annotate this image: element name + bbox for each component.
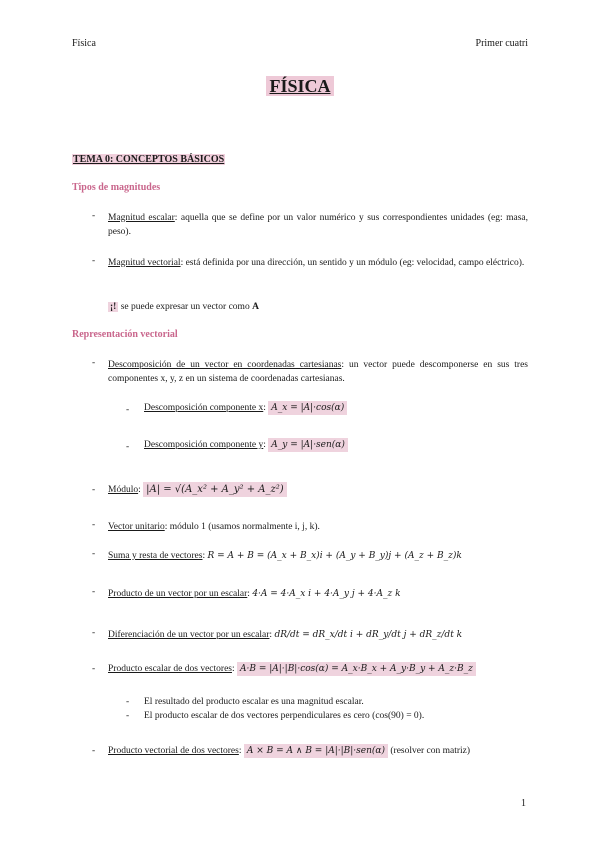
formula-producto-vectorial: A × B = A ∧ B = |A|·|B|·sen(α)	[244, 744, 388, 758]
bullet-dash: -	[92, 358, 96, 368]
text-producto-vectorial: (resolver con matriz)	[388, 746, 471, 756]
formula-componente-y: A_y = |A|·sen(α)	[268, 438, 348, 452]
item-magnitud-escalar	[108, 211, 528, 239]
bullet-dash: -	[92, 628, 96, 638]
tema-heading	[72, 154, 225, 165]
bullet-dash: -	[126, 442, 130, 452]
item-descomposicion	[108, 358, 528, 386]
formula-componente-x: A_x = |A|·cos(α)	[268, 401, 347, 415]
bullet-dash: -	[92, 256, 96, 266]
bullet-dash: -	[92, 664, 96, 674]
text-vector-unitario: : módulo 1 (usamos normalmente i, j, k).	[164, 522, 320, 532]
page-number: 1	[521, 798, 526, 809]
formula-suma-resta: R = A + B = (A_x + B_x)i + (A_y + B_y)j + (A_z + B_z)k	[207, 551, 462, 561]
term-vector-unitario: Vector unitario	[108, 522, 165, 532]
header-left: Física	[72, 38, 96, 49]
text-descomposicion: : un vector puede descomponerse en sus tres componentes x, y, z en un sistema de coordenadas cartesianas.	[108, 360, 529, 384]
note-text: se puede expresar un vector como	[118, 302, 253, 312]
bullet-dash: -	[92, 485, 96, 495]
term-componente-x: Descomposición componente x	[144, 403, 264, 413]
sub-producto-escalar-1: El resultado del producto escalar es una magnitud escalar.	[144, 697, 364, 707]
term-producto-vectorial: Producto vectorial de dos vectores	[108, 746, 239, 756]
term-magnitud-vectorial: Magnitud vectorial	[108, 258, 181, 268]
item-componente-x: Descomposición componente x: A_x = |A|·cos(α)	[144, 403, 528, 413]
term-magnitud-escalar: Magnitud escalar	[108, 213, 175, 223]
note-vector-notation	[108, 300, 528, 314]
term-descomposicion: Descomposición de un vector en coordenadas cartesianas	[108, 360, 342, 370]
term-componente-y: Descomposición componente y	[144, 440, 264, 450]
bullet-dash: -	[92, 587, 96, 597]
header-right: Primer cuatri	[475, 38, 528, 49]
formula-modulo: |A| = √(A_x² + A_y² + A_z²)	[143, 482, 287, 497]
item-suma-resta: Suma y resta de vectores: R = A + B = (A_x + B_x)i + (A_y + B_y)j + (A_z + B_z)k	[108, 551, 462, 561]
term-modulo: Módulo	[108, 485, 139, 495]
sub-producto-escalar-2: El producto escalar de dos vectores perpendiculares es cero (cos(90) = 0).	[144, 711, 425, 721]
bullet-dash: -	[92, 211, 96, 221]
term-diferenciacion: Diferenciación de un vector por un escalar	[108, 630, 270, 640]
note-mark: ¡!	[110, 302, 117, 312]
item-modulo: Módulo: |A| = √(A_x² + A_y² + A_z²)	[108, 483, 528, 497]
bullet-dash: -	[126, 405, 130, 415]
page-title	[0, 76, 600, 97]
note-bold-vector: A	[252, 302, 259, 312]
bullet-dash: -	[92, 746, 96, 756]
tema-heading-text: TEMA 0: CONCEPTOS BÁSICOS	[73, 154, 225, 165]
page-title-text: FÍSICA	[266, 76, 333, 96]
formula-producto-escalar: A·B = |A|·|B|·cos(α) = A_x·B_x + A_y·B_y + A_z·B_z	[237, 662, 476, 676]
term-suma-resta: Suma y resta de vectores	[108, 551, 203, 561]
item-magnitud-vectorial	[108, 256, 528, 270]
bullet-dash: -	[126, 697, 130, 707]
item-producto-escalar: Producto escalar de dos vectores: A·B = |A|·|B|·cos(α) = A_x·B_x + A_y·B_y + A_z·B_z	[108, 662, 528, 676]
item-vector-unitario	[108, 520, 528, 534]
formula-diferenciacion: dR/dt = dR_x/dt i + dR_y/dt j + dR_z/dt k	[274, 630, 463, 640]
formula-producto-escalar-vector: 4·A = 4·A_x i + 4·A_y j + 4·A_z k	[252, 589, 401, 599]
section-tipos-heading: Tipos de magnitudes	[72, 182, 161, 193]
section-repr-heading: Representación vectorial	[72, 329, 178, 340]
item-diferenciacion: Diferenciación de un vector por un escalar: dR/dt = dR_x/dt i + dR_y/dt j + dR_z/dt k	[108, 630, 463, 640]
bullet-dash: -	[92, 520, 96, 530]
bullet-dash: -	[92, 549, 96, 559]
bullet-dash: -	[126, 711, 130, 721]
text-magnitud-vectorial: : está definida por una dirección, un sentido y un módulo (eg: velocidad, campo eléctrico).	[180, 258, 525, 268]
item-producto-escalar-vector: Producto de un vector por un escalar: 4·A = 4·A_x i + 4·A_y j + 4·A_z k	[108, 589, 401, 599]
term-producto-escalar-vector: Producto de un vector por un escalar	[108, 589, 248, 599]
item-componente-y: Descomposición componente y: A_y = |A|·sen(α)	[144, 440, 528, 450]
text-magnitud-escalar: : aquella que se define por un valor numérico y sus correspondientes unidades (eg: masa, peso).	[108, 213, 529, 237]
item-producto-vectorial: Producto vectorial de dos vectores: A × B = A ∧ B = |A|·|B|·sen(α) (resolver con matriz)	[108, 746, 471, 756]
term-producto-escalar: Producto escalar de dos vectores	[108, 664, 232, 674]
